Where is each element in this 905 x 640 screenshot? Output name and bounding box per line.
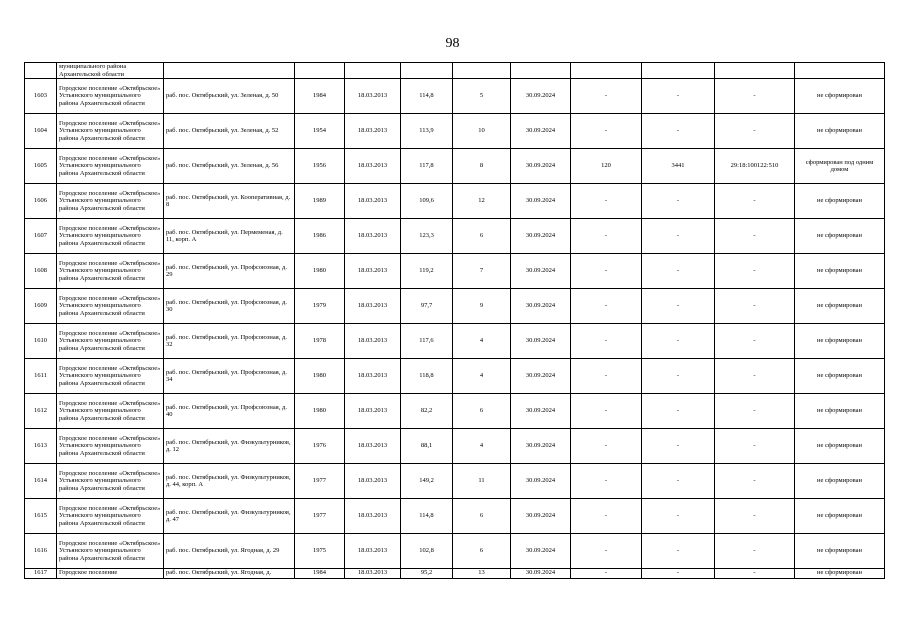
cell-land-area: - [571,359,642,394]
cell-land-area: - [571,464,642,499]
cell-address: раб. пос. Октябрьский, ул. Профсоюзная, д. 30 [164,289,295,324]
cell-owner: Городское поселение «Октябрьское» Устьянского муниципального района Архангельской области [57,534,164,569]
cell-date: 18.03.2013 [345,324,401,359]
cell-year: 1976 [295,429,345,464]
cell-cadastral: 29:18:100122:510 [715,149,795,184]
cell-date: 18.03.2013 [345,464,401,499]
cell-area: 88,1 [401,429,453,464]
table-row [25,569,885,579]
cell-date: 18.03.2013 [345,114,401,149]
cell-land-area: - [571,289,642,324]
cell-year: 1977 [295,464,345,499]
cell-apts: 4 [453,324,511,359]
cell-area: 114,8 [401,499,453,534]
cell-status: не сформирован [795,464,885,499]
cell-cadastral: - [715,464,795,499]
cell-date [345,63,401,79]
cell-year: 1977 [295,499,345,534]
cell-year: 1975 [295,534,345,569]
cell-num: 1611 [25,359,57,394]
cell-land-value: - [642,219,715,254]
cell-deadline: 30.09.2024 [511,219,571,254]
cell-land-area: - [571,499,642,534]
cell-area: 114,8 [401,79,453,114]
cell-year: 1989 [295,184,345,219]
cell-land-value: - [642,569,715,579]
cell-land-area: - [571,324,642,359]
cell-owner: Городское поселение «Октябрьское» Устьянского муниципального района Архангельской области [57,394,164,429]
cell-num: 1614 [25,464,57,499]
cell-cadastral: - [715,79,795,114]
cell-land-area: - [571,534,642,569]
cell-num: 1612 [25,394,57,429]
cell-status: не сформирован [795,219,885,254]
cell-num: 1606 [25,184,57,219]
cell-owner: Городское поселение «Октябрьское» Устьянского муниципального района Архангельской области [57,219,164,254]
cell-status: не сформирован [795,324,885,359]
cell-apts: 6 [453,394,511,429]
cell-date: 18.03.2013 [345,289,401,324]
cell-year: 1984 [295,569,345,579]
cell-address: раб. пос. Октябрьский, ул. Физкультурников, д. 47 [164,499,295,534]
cell-status [795,63,885,79]
registry-table [24,62,885,579]
cell-owner: Городское поселение [57,569,164,579]
cell-address: раб. пос. Октябрьский, ул. Профсоюзная, д. 40 [164,394,295,429]
cell-date: 18.03.2013 [345,569,401,579]
cell-year: 1980 [295,359,345,394]
cell-deadline: 30.09.2024 [511,79,571,114]
cell-address: раб. пос. Октябрьский, ул. Профсоюзная, д. 34 [164,359,295,394]
table-row [25,429,885,464]
cell-year: 1980 [295,254,345,289]
cell-cadastral: - [715,534,795,569]
table-row [25,114,885,149]
cell-deadline: 30.09.2024 [511,534,571,569]
cell-status: не сформирован [795,499,885,534]
cell-num: 1615 [25,499,57,534]
cell-deadline: 30.09.2024 [511,394,571,429]
cell-land-area: - [571,184,642,219]
cell-num: 1605 [25,149,57,184]
cell-apts: 13 [453,569,511,579]
cell-area: 82,2 [401,394,453,429]
cell-owner: Городское поселение «Октябрьское» Устьянского муниципального района Архангельской области [57,359,164,394]
cell-land-value: - [642,254,715,289]
cell-deadline: 30.09.2024 [511,359,571,394]
cell-num: 1604 [25,114,57,149]
cell-status: не сформирован [795,114,885,149]
table-row [25,464,885,499]
cell-area: 117,6 [401,324,453,359]
cell-apts: 10 [453,114,511,149]
cell-area: 117,8 [401,149,453,184]
cell-status: не сформирован [795,429,885,464]
cell-deadline: 30.09.2024 [511,324,571,359]
cell-land-value: - [642,114,715,149]
cell-owner: Городское поселение «Октябрьское» Устьянского муниципального района Архангельской области [57,149,164,184]
cell-owner: Городское поселение «Октябрьское» Устьянского муниципального района Архангельской области [57,324,164,359]
cell-apts: 11 [453,464,511,499]
cell-deadline: 30.09.2024 [511,464,571,499]
cell-cadastral: - [715,429,795,464]
cell-status: не сформирован [795,79,885,114]
cell-owner: Городское поселение «Октябрьское» Устьянского муниципального района Архангельской области [57,79,164,114]
cell-deadline: 30.09.2024 [511,429,571,464]
cell-land-value: - [642,429,715,464]
cell-date: 18.03.2013 [345,499,401,534]
cell-date: 18.03.2013 [345,79,401,114]
cell-apts: 7 [453,254,511,289]
cell-year: 1978 [295,324,345,359]
cell-address: раб. пос. Октябрьский, ул. Зеленая, д. 56 [164,149,295,184]
cell-area: 119,2 [401,254,453,289]
cell-land-area: - [571,114,642,149]
cell-address: раб. пос. Октябрьский, ул. Кооперативная, д. 8 [164,184,295,219]
cell-deadline: 30.09.2024 [511,254,571,289]
table-row [25,79,885,114]
table-row [25,534,885,569]
cell-cadastral: - [715,569,795,579]
cell-status: не сформирован [795,569,885,579]
cell-apts: 8 [453,149,511,184]
cell-cadastral: - [715,254,795,289]
cell-owner: Городское поселение «Октябрьское» Устьянского муниципального района Архангельской области [57,429,164,464]
cell-deadline: 30.09.2024 [511,184,571,219]
cell-status: не сформирован [795,359,885,394]
cell-land-area: - [571,219,642,254]
cell-address: раб. пос. Октябрьский, ул. Зеленая, д. 52 [164,114,295,149]
cell-owner: Городское поселение «Октябрьское» Устьянского муниципального района Архангельской области [57,114,164,149]
table-row [25,149,885,184]
cell-deadline: 30.09.2024 [511,499,571,534]
table-row [25,254,885,289]
cell-cadastral [715,63,795,79]
cell-deadline: 30.09.2024 [511,569,571,579]
cell-owner: Городское поселение «Октябрьское» Устьянского муниципального района Архангельской области [57,289,164,324]
table-row [25,394,885,429]
table-row [25,184,885,219]
cell-date: 18.03.2013 [345,394,401,429]
cell-address: раб. пос. Октябрьский, ул. Зеленая, д. 50 [164,79,295,114]
cell-apts: 12 [453,184,511,219]
cell-apts: 9 [453,289,511,324]
cell-land-value: - [642,79,715,114]
cell-address: раб. пос. Октябрьский, ул. Физкультурников, д. 12 [164,429,295,464]
cell-apts: 5 [453,79,511,114]
cell-num: 1607 [25,219,57,254]
cell-deadline: 30.09.2024 [511,114,571,149]
cell-date: 18.03.2013 [345,219,401,254]
cell-area: 102,8 [401,534,453,569]
cell-address: раб. пос. Октябрьский, ул. Профсоюзная, д. 32 [164,324,295,359]
cell-year: 1979 [295,289,345,324]
cell-land-area: - [571,569,642,579]
cell-cadastral: - [715,394,795,429]
cell-year: 1980 [295,394,345,429]
cell-owner: Городское поселение «Октябрьское» Устьянского муниципального района Архангельской области [57,499,164,534]
cell-status: не сформирован [795,289,885,324]
cell-deadline: 30.09.2024 [511,149,571,184]
cell-land-value: - [642,499,715,534]
cell-owner: Городское поселение «Октябрьское» Устьянского муниципального района Архангельской области [57,464,164,499]
cell-num: 1617 [25,569,57,579]
cell-date: 18.03.2013 [345,184,401,219]
cell-apts: 6 [453,499,511,534]
cell-land-area: - [571,429,642,464]
cell-land-value: - [642,184,715,219]
cell-owner: Городское поселение «Октябрьское» Устьянского муниципального района Архангельской области [57,184,164,219]
cell-num: 1610 [25,324,57,359]
cell-land-area: 120 [571,149,642,184]
continuation-row [25,63,885,79]
cell-apts [453,63,511,79]
cell-deadline [511,63,571,79]
table-row [25,324,885,359]
cell-area: 118,8 [401,359,453,394]
cell-status: не сформирован [795,534,885,569]
cell-land-value: - [642,324,715,359]
cell-year: 1954 [295,114,345,149]
cell-apts: 6 [453,219,511,254]
cell-land-area: - [571,254,642,289]
cell-num: 1609 [25,289,57,324]
cell-apts: 4 [453,429,511,464]
table-row [25,219,885,254]
cell-date: 18.03.2013 [345,359,401,394]
cell-num [25,63,57,79]
cell-date: 18.03.2013 [345,149,401,184]
cell-land-value: - [642,359,715,394]
cell-area: 109,6 [401,184,453,219]
cell-date: 18.03.2013 [345,429,401,464]
cell-apts: 4 [453,359,511,394]
table-row [25,289,885,324]
cell-land-area [571,63,642,79]
cell-land-value: - [642,464,715,499]
cell-address: раб. пос. Октябрьский, ул. Профсоюзная, д. 29 [164,254,295,289]
cell-num: 1613 [25,429,57,464]
cell-owner: Городское поселение «Октябрьское» Устьянского муниципального района Архангельской области [57,254,164,289]
cell-area: 149,2 [401,464,453,499]
cell-deadline: 30.09.2024 [511,289,571,324]
cell-num: 1608 [25,254,57,289]
cell-status: не сформирован [795,394,885,429]
cell-date: 18.03.2013 [345,534,401,569]
cell-area: 123,3 [401,219,453,254]
cell-land-value: - [642,289,715,324]
cell-cadastral: - [715,324,795,359]
cell-address [164,63,295,79]
cell-address: раб. пос. Октябрьский, ул. Пермеменая, д. 11, корп. А [164,219,295,254]
cell-owner: муниципального района Архангельской области [57,63,164,79]
cell-year: 1956 [295,149,345,184]
cell-land-value: - [642,534,715,569]
cell-address: раб. пос. Октябрьский, ул. Ягодная, д. 29 [164,534,295,569]
cell-area: 113,9 [401,114,453,149]
cell-area: 95,2 [401,569,453,579]
cell-year: 1986 [295,219,345,254]
table-body [25,63,885,579]
cell-status: не сформирован [795,184,885,219]
cell-address: раб. пос. Октябрьский, ул. Физкультурников, д. 44, корп. А [164,464,295,499]
cell-num: 1616 [25,534,57,569]
cell-cadastral: - [715,359,795,394]
cell-cadastral: - [715,219,795,254]
cell-year: 1984 [295,79,345,114]
page-number: 98 [445,36,460,51]
cell-cadastral: - [715,499,795,534]
table-row [25,359,885,394]
cell-cadastral: - [715,114,795,149]
cell-status: не сформирован [795,254,885,289]
cell-land-area: - [571,79,642,114]
table-row [25,499,885,534]
cell-land-area: - [571,394,642,429]
cell-apts: 6 [453,534,511,569]
cell-status: сформирован под одним домом [795,149,885,184]
cell-cadastral: - [715,289,795,324]
cell-land-value [642,63,715,79]
cell-year [295,63,345,79]
cell-num: 1603 [25,79,57,114]
cell-area: 97,7 [401,289,453,324]
cell-land-value: - [642,394,715,429]
cell-address: раб. пос. Октябрьский, ул. Ягодная, д. [164,569,295,579]
cell-cadastral: - [715,184,795,219]
cell-date: 18.03.2013 [345,254,401,289]
cell-land-value: 3441 [642,149,715,184]
cell-area [401,63,453,79]
